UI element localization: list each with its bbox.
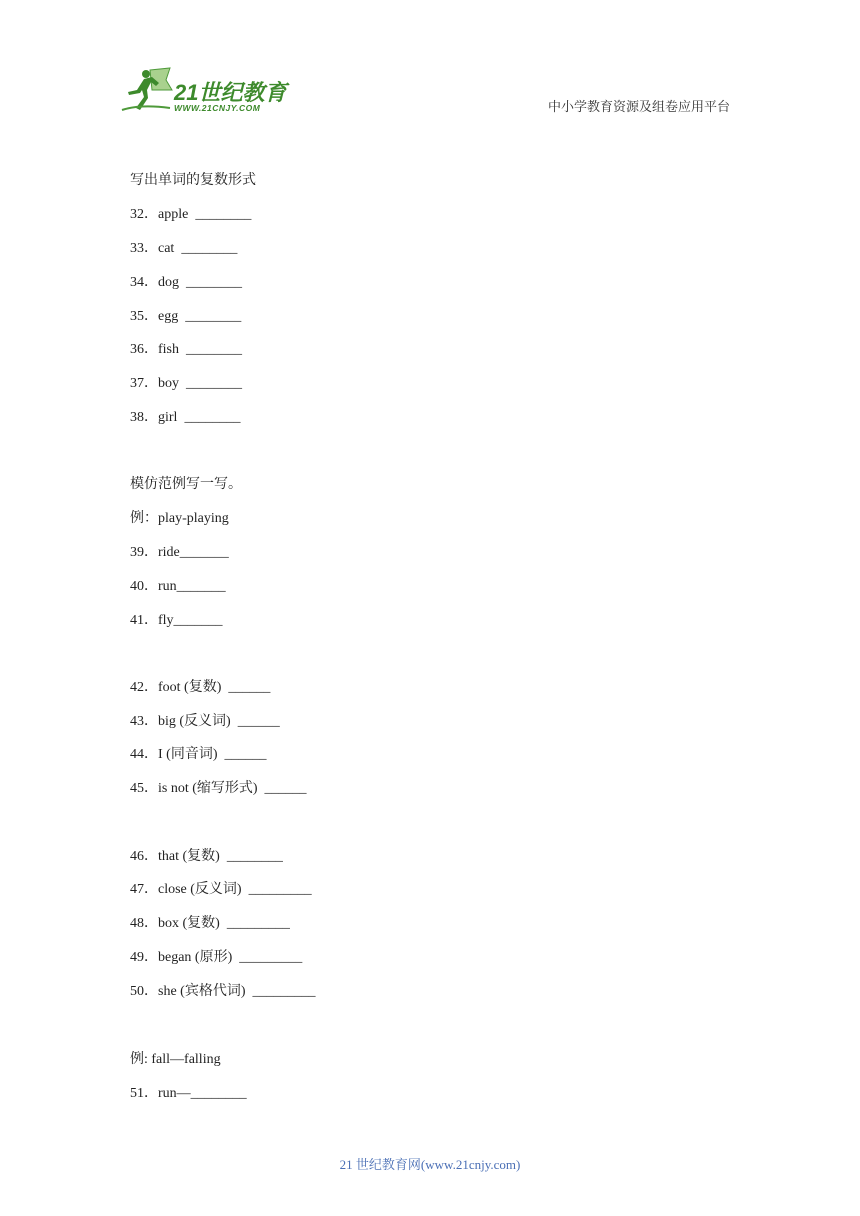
exercise-item: 33．cat ________ [130, 241, 238, 256]
exercise-item: 39．ride_______ [130, 545, 229, 560]
example-line: 例: fall—falling [130, 1052, 221, 1067]
exercise-item: 49．began (原形) _________ [130, 950, 303, 965]
page-footer: 21 世纪教育网(www.21cnjy.com) [339, 1157, 521, 1172]
exercise-item: 43．big (反义词) ______ [130, 714, 280, 729]
example-line: 例：play-playing [130, 511, 229, 526]
exercise-item: 32．apple ________ [130, 207, 252, 222]
exercise-item: 46．that (复数) ________ [130, 849, 283, 864]
runner-logo-icon [120, 66, 176, 116]
logo [120, 66, 290, 118]
exercise-item: 40．run_______ [130, 579, 226, 594]
exercise-item: 48．box (复数) _________ [130, 916, 290, 931]
page-header [0, 0, 860, 130]
header-slogan: 中小学教育资源及组卷应用平台 [547, 99, 730, 114]
section-title: 模仿范例写一写。 [130, 477, 242, 492]
exercise-item: 34．dog ________ [130, 275, 242, 290]
exercise-item: 35．egg ________ [130, 309, 242, 324]
exercise-item: 37．boy ________ [130, 376, 242, 391]
exercise-item: 41．fly_______ [130, 613, 223, 628]
exercise-item: 47．close (反义词) _________ [130, 882, 312, 897]
exercise-item: 50．she (宾格代词) _________ [130, 984, 316, 999]
exercise-item: 42．foot (复数) ______ [130, 680, 271, 695]
exercise-item: 45．is not (缩写形式) ______ [130, 781, 307, 796]
logo-subtext: WWW.21CNJY.COM [174, 103, 261, 113]
exercise-item: 36．fish ________ [130, 342, 242, 357]
exercise-item: 38．girl ________ [130, 410, 241, 425]
exercise-item: 51．run—________ [130, 1086, 247, 1101]
section-title: 写出单词的复数形式 [130, 173, 256, 188]
exercise-item: 44．I (同音词) ______ [130, 747, 267, 762]
logo-text: 21世纪教育 [174, 80, 287, 105]
